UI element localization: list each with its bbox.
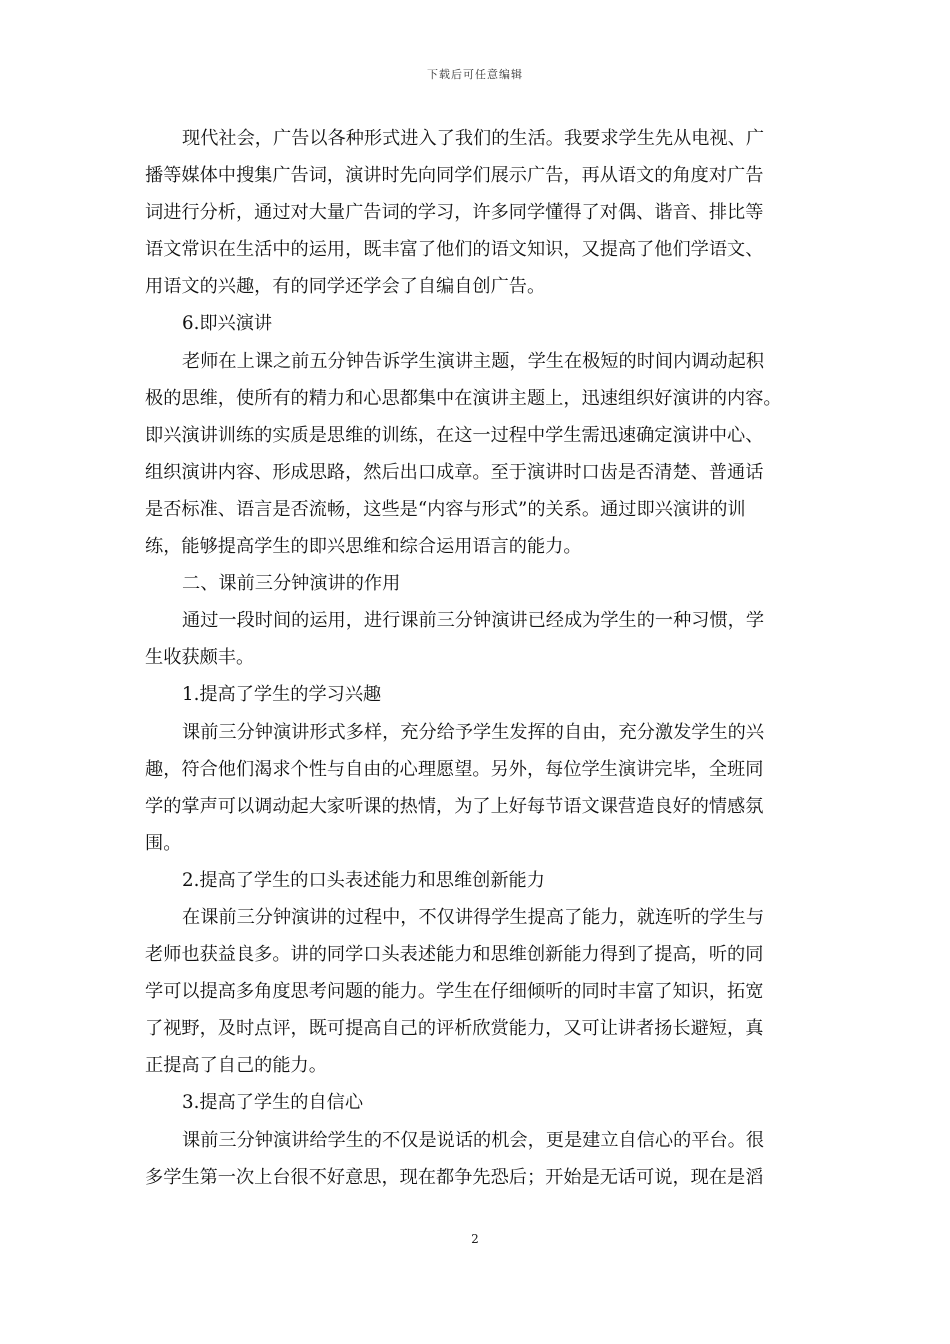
- page-number: 2: [471, 1232, 479, 1246]
- text-line: 学可以提高多角度思考问题的能力。学生在仔细倾听的同时丰富了知识，拓宽: [145, 981, 764, 1003]
- text-line: 趣，符合他们渴求个性与自由的心理愿望。另外，每位学生演讲完毕，全班同: [145, 758, 764, 780]
- page-header: 下载后可任意编辑: [427, 68, 523, 81]
- text-line: 播等媒体中搜集广告词，演讲时先向同学们展示广告，再从语文的角度对广告: [145, 165, 764, 187]
- text-line: 二、课前三分钟演讲的作用: [182, 573, 401, 595]
- text-line: 围。: [145, 832, 182, 854]
- text-line: 组织演讲内容、形成思路，然后出口成章。至于演讲时口齿是否清楚、普通话: [145, 461, 764, 483]
- text-line: 3.提高了学生的自信心: [182, 1092, 364, 1114]
- text-line: 课前三分钟演讲给学生的不仅是说话的机会，更是建立自信心的平台。很: [182, 1129, 765, 1151]
- text-line: 学的掌声可以调动起大家听课的热情，为了上好每节语文课营造良好的情感氛: [145, 795, 764, 817]
- text-line: 老师在上课之前五分钟告诉学生演讲主题，学生在极短的时间内调动起积: [182, 350, 765, 372]
- text-line: 在课前三分钟演讲的过程中，不仅讲得学生提高了能力，就连听的学生与: [182, 906, 765, 928]
- text-line: 词进行分析，通过对大量广告词的学习，许多同学懂得了对偶、谐音、排比等: [145, 202, 764, 224]
- text-line: 用语文的兴趣，有的同学还学会了自编自创广告。: [145, 276, 546, 298]
- text-line: 正提高了自己的能力。: [145, 1055, 327, 1077]
- text-line: 1.提高了学生的学习兴趣: [182, 684, 382, 706]
- text-line: 通过一段时间的运用，进行课前三分钟演讲已经成为学生的一种习惯，学: [182, 610, 765, 632]
- text-line: 了视野，及时点评，既可提高自己的评析欣赏能力，又可让讲者扬长避短，真: [145, 1018, 764, 1040]
- text-line: 课前三分钟演讲形式多样，充分给予学生发挥的自由，充分激发学生的兴: [182, 721, 765, 743]
- text-line: 即兴演讲训练的实质是思维的训练，在这一过程中学生需迅速确定演讲中心、: [145, 424, 764, 446]
- text-line: 生收获颇丰。: [145, 647, 255, 669]
- text-line: 2.提高了学生的口头表述能力和思维创新能力: [182, 869, 545, 891]
- text-line: 6.即兴演讲: [182, 313, 273, 335]
- text-line: 练，能够提高学生的即兴思维和综合运用语言的能力。: [145, 536, 582, 558]
- text-line: 极的思维，使所有的精力和心思都集中在演讲主题上，迅速组织好演讲的内容。: [145, 387, 782, 409]
- text-line: 老师也获益良多。讲的同学口头表述能力和思维创新能力得到了提高，听的同: [145, 944, 764, 966]
- text-line: 多学生第一次上台很不好意思，现在都争先恐后；开始是无话可说，现在是滔: [145, 1166, 764, 1188]
- text-line: 是否标准、语言是否流畅，这些是“内容与形式”的关系。通过即兴演讲的训: [145, 498, 746, 520]
- document-body: [145, 120, 805, 1196]
- text-line: 现代社会，广告以各种形式进入了我们的生活。我要求学生先从电视、广: [182, 128, 765, 149]
- text-line: 语文常识在生活中的运用，既丰富了他们的语文知识，又提高了他们学语文、: [145, 239, 764, 261]
